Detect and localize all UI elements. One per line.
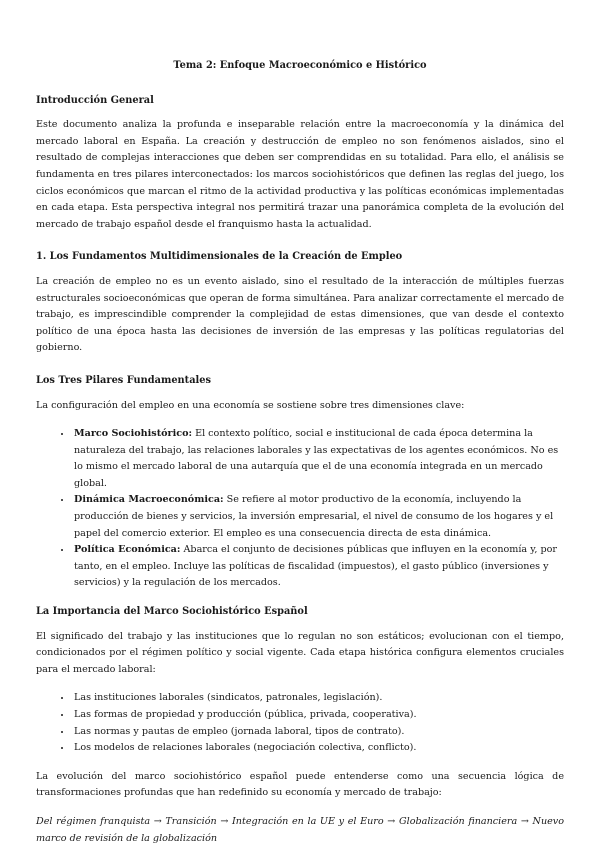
list-item: • Las formas de propiedad y producción (pública, privada, cooperativa). <box>72 707 564 724</box>
importance-list <box>36 690 564 756</box>
list-item <box>72 542 564 592</box>
pillar-text: Se refiere al motor productivo de la economía, incluyendo la producción de bienes y servicios, la inversión empresarial, el nivel de consumo de los hogares y el papel del comercio exterior. El empleo es una consecuencia directa de esta dinámica. <box>74 494 554 539</box>
pillars-intro: La configuración del empleo en una economía se sostiene sobre tres dimensiones clave: <box>36 399 465 411</box>
importance-closing: La evolución del marco sociohistórico español puede entenderse como una secuencia lógica de transformaciones profundas que han redefinido su economía y mercado de trabajo: <box>36 770 564 799</box>
pillar-lead: Política Económica: <box>74 544 181 556</box>
list-item: • Los modelos de relaciones laborales (negociación colectiva, conflicto). <box>72 740 564 757</box>
document-title: Tema 2: Enfoque Macroeconómico e Histórico <box>173 60 427 71</box>
importance-heading: La Importancia del Marco Sociohistórico Español <box>36 606 308 618</box>
pillar-lead: Dinámica Macroeconómica: <box>74 494 224 506</box>
pillar-lead: Marco Sociohistórico: <box>74 428 193 440</box>
pillar-text: Abarca el conjunto de decisiones públicas que influyen en la economía y, por tanto, en el empleo. Incluye las políticas de fiscalidad (impuestos), el gasto público (inversiones y servicios) y la regulación de los mercados. <box>74 544 557 589</box>
importance-paragraph: El significado del trabajo y las instituciones que lo regulan no son estáticos; evolucionan con el tiempo, condicionados por el régimen político y social vigente. Cada etapa histórica configura elementos cruciales para el mercado laboral: <box>36 630 564 675</box>
list-item <box>72 492 564 542</box>
section1-paragraph: La creación de empleo no es un evento aislado, sino el resultado de la interacción de múltiples fuerzas estructurales socioeconómicas que operan de forma simultánea. Para analizar correctamente el mercado de trabajo, es imprescindible comprender la complejidad de estas dimensiones, que van desde el contexto político de una época hasta las decisiones de inversión de las empresas y las políticas regulatorias del gobierno. <box>36 275 564 354</box>
section1-heading: 1. Los Fundamentos Multidimensionales de la Creación de Empleo <box>36 251 403 263</box>
intro-heading: Introducción General <box>36 94 154 106</box>
intro-paragraph: Este documento analiza la profunda e inseparable relación entre la macroeconomía y la dinámica del mercado laboral en España. La creación y destrucción de empleo no son fenómenos aislados, sino el resultado de complejas interacciones que deben ser comprendidas en su totalidad. Para ello, el análisis se fundamenta en tres pilares interconectados: los marcos sociohistóricos que definen las reglas del juego, los ciclos económicos que marcan el ritmo de la actividad productiva y las políticas económicas implementadas en cada etapa. Esta perspectiva integral nos permitirá trazar una panorámica completa de la evolución del mercado de trabajo español desde el franquismo hasta la actualidad. <box>36 119 564 230</box>
historical-sequence: Del régimen franquista → Transición → Integración en la UE y el Euro → Globalización financiera → Nuevo marco de revisión de la globalización <box>36 815 564 844</box>
list-item: • Las instituciones laborales (sindicatos, patronales, legislación). <box>72 690 564 707</box>
pillars-list <box>36 426 564 592</box>
pillars-heading: Los Tres Pilares Fundamentales <box>36 374 212 386</box>
list-item: • Las normas y pautas de empleo (jornada laboral, tipos de contrato). <box>72 724 564 741</box>
list-item <box>72 426 564 492</box>
pillar-text: El contexto político, social e institucional de cada época determina la naturaleza del trabajo, las relaciones laborales y las expectativas de los agentes económicos. No es lo mismo el mercado laboral de una autarquía que el de una economía integrada en un mercado global. <box>74 428 559 489</box>
